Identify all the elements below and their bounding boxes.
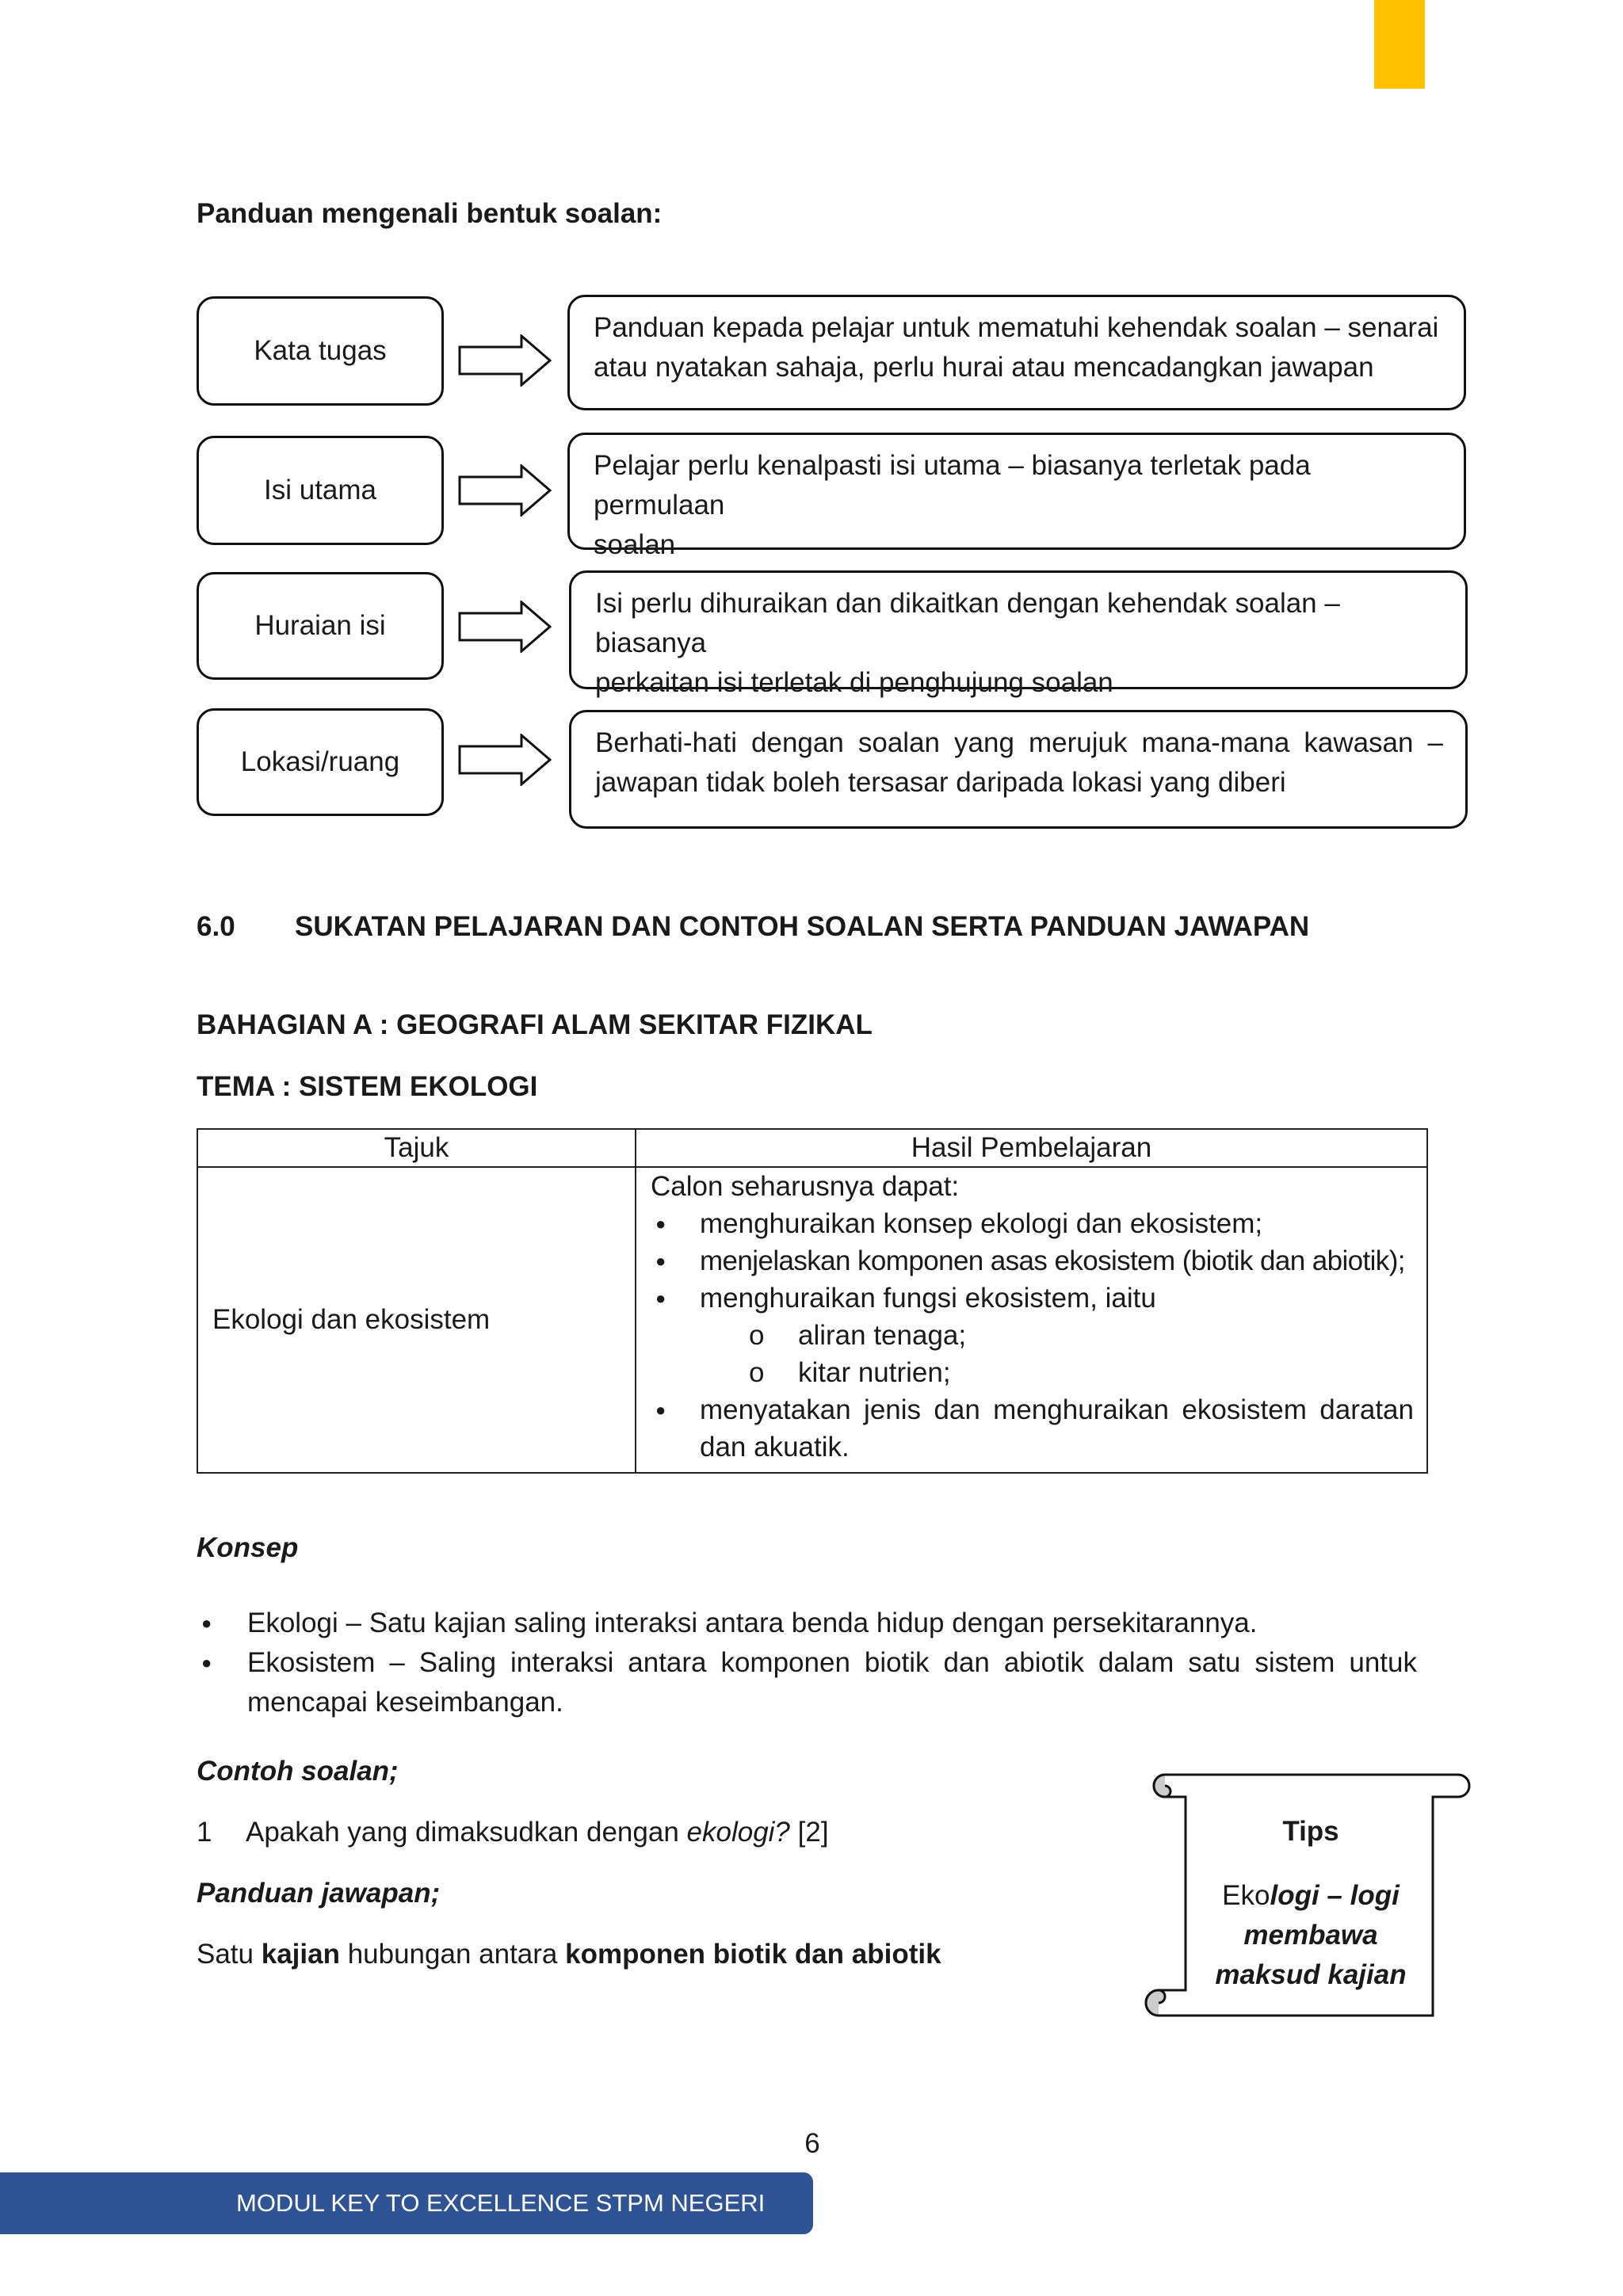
tips-title: Tips bbox=[1282, 1816, 1339, 1847]
page-number: 6 bbox=[804, 2128, 820, 2159]
outcome-item: ● menjelaskan komponen asas ekosistem (biotik dan abiotik); bbox=[651, 1242, 1414, 1280]
guide-desc-line: soalan bbox=[594, 529, 676, 560]
guide-desc-isi-utama bbox=[567, 433, 1466, 560]
guide-desc-line: Isi perlu dihuraikan dan dikaitkan dengan kehendak soalan – biasanya bbox=[595, 588, 1340, 658]
guide-desc-line: Panduan kepada pelajar untuk mematuhi kehendak soalan – senarai bbox=[594, 312, 1439, 343]
answer-keyword: komponen biotik dan abiotik bbox=[565, 1939, 941, 1970]
table-header-row bbox=[197, 1129, 1427, 1167]
bahagian-heading: BAHAGIAN A : GEOGRAFI ALAM SEKITAR FIZIKAL bbox=[197, 1009, 873, 1040]
arrow-right-icon bbox=[458, 334, 552, 387]
list-item: ● Ekologi – Satu kajian saling interaksi antara benda hidup dengan persekitarannya. bbox=[197, 1604, 1417, 1643]
question-text bbox=[246, 1813, 829, 1852]
arrow-right-icon bbox=[458, 734, 552, 786]
guide-desc-line: atau nyatakan sahaja, perlu hurai atau mencadangkan jawapan bbox=[594, 352, 1374, 383]
question-marks: [2] bbox=[789, 1817, 829, 1848]
guide-label-lokasi-ruang: Lokasi/ruang bbox=[197, 708, 444, 816]
guide-heading: Panduan mengenali bentuk soalan: bbox=[197, 198, 663, 229]
konsep-list bbox=[197, 1604, 1417, 1722]
table-cell-topic: Ekologi dan ekosistem bbox=[197, 1167, 636, 1473]
table-row bbox=[197, 1167, 1427, 1473]
table-header-tajuk: Tajuk bbox=[197, 1129, 636, 1167]
answer-part: Satu bbox=[197, 1939, 262, 1970]
arrow-right-icon bbox=[458, 601, 552, 653]
answer-keyword: kajian bbox=[261, 1939, 340, 1970]
guide-label-isi-utama: Isi utama bbox=[197, 436, 444, 545]
tips-line: maksud kajian bbox=[1215, 1959, 1407, 1990]
answer-text bbox=[197, 1935, 941, 1974]
guide-desc-line: jawapan tidak boleh tersasar daripada lokasi yang diberi bbox=[595, 767, 1286, 798]
outcome-item: ● menghuraikan konsep ekologi dan ekosistem; bbox=[651, 1205, 1414, 1242]
guide-desc-line: perkaitan isi terletak di penghujung soalan bbox=[595, 667, 1113, 698]
panduan-heading: Panduan jawapan; bbox=[197, 1878, 441, 1909]
guide-label-kata-tugas: Kata tugas bbox=[197, 296, 444, 406]
tips-body bbox=[1192, 1876, 1430, 1995]
guide-desc-line: Pelajar perlu kenalpasti isi utama – biasanya terletak pada permulaan bbox=[594, 450, 1311, 521]
guide-desc-line: Berhati-hati dengan soalan yang merujuk mana-mana kawasan – bbox=[595, 727, 1443, 758]
arrow-right-icon bbox=[458, 464, 552, 517]
answer-part: hubungan antara bbox=[339, 1939, 566, 1970]
outcome-intro: Calon seharusnya dapat: bbox=[651, 1171, 960, 1202]
section-title: SUKATAN PELAJARAN DAN CONTOH SOALAN SERTA PANDUAN JAWAPAN bbox=[295, 911, 1310, 942]
question-pre: Apakah yang dimaksudkan dengan bbox=[246, 1817, 687, 1848]
konsep-heading: Konsep bbox=[197, 1532, 299, 1563]
syllabus-table bbox=[197, 1128, 1428, 1474]
tips-line bbox=[1192, 1876, 1430, 1916]
table-cell-outcomes bbox=[636, 1167, 1427, 1473]
tips-emphasis: logi – logi bbox=[1270, 1880, 1400, 1911]
guide-label-huraian-isi: Huraian isi bbox=[197, 572, 444, 680]
outcome-item: ● menghuraikan fungsi ekosistem, iaitu bbox=[651, 1280, 1414, 1317]
footer-banner: MODUL KEY TO EXCELLENCE STPM NEGERI PERAK bbox=[0, 2172, 813, 2234]
guide-desc-huraian-isi bbox=[569, 570, 1468, 698]
table-header-hasil: Hasil Pembelajaran bbox=[636, 1129, 1427, 1167]
section-number: 6.0 bbox=[197, 911, 235, 942]
question-term: ekologi? bbox=[686, 1817, 790, 1848]
outcome-subitem: o kitar nutrien; bbox=[651, 1354, 1414, 1391]
tips-prefix: Eko bbox=[1222, 1880, 1270, 1911]
tips-line: membawa bbox=[1243, 1920, 1378, 1951]
guide-desc-kata-tugas bbox=[567, 295, 1466, 410]
accent-bar bbox=[1374, 0, 1425, 89]
outcome-subitem: o aliran tenaga; bbox=[651, 1317, 1414, 1354]
outcome-item: ● menyatakan jenis dan menghuraikan ekosistem daratan dan akuatik. bbox=[651, 1391, 1414, 1466]
list-item: ● Ekosistem – Saling interaksi antara komponen biotik dan abiotik dalam satu sistem untuk mencapai keseimbangan. bbox=[197, 1643, 1417, 1722]
question-number: 1 bbox=[197, 1817, 212, 1848]
tema-heading: TEMA : SISTEM EKOLOGI bbox=[197, 1071, 538, 1102]
guide-desc-lokasi-ruang bbox=[569, 710, 1468, 829]
contoh-heading: Contoh soalan; bbox=[197, 1756, 399, 1787]
